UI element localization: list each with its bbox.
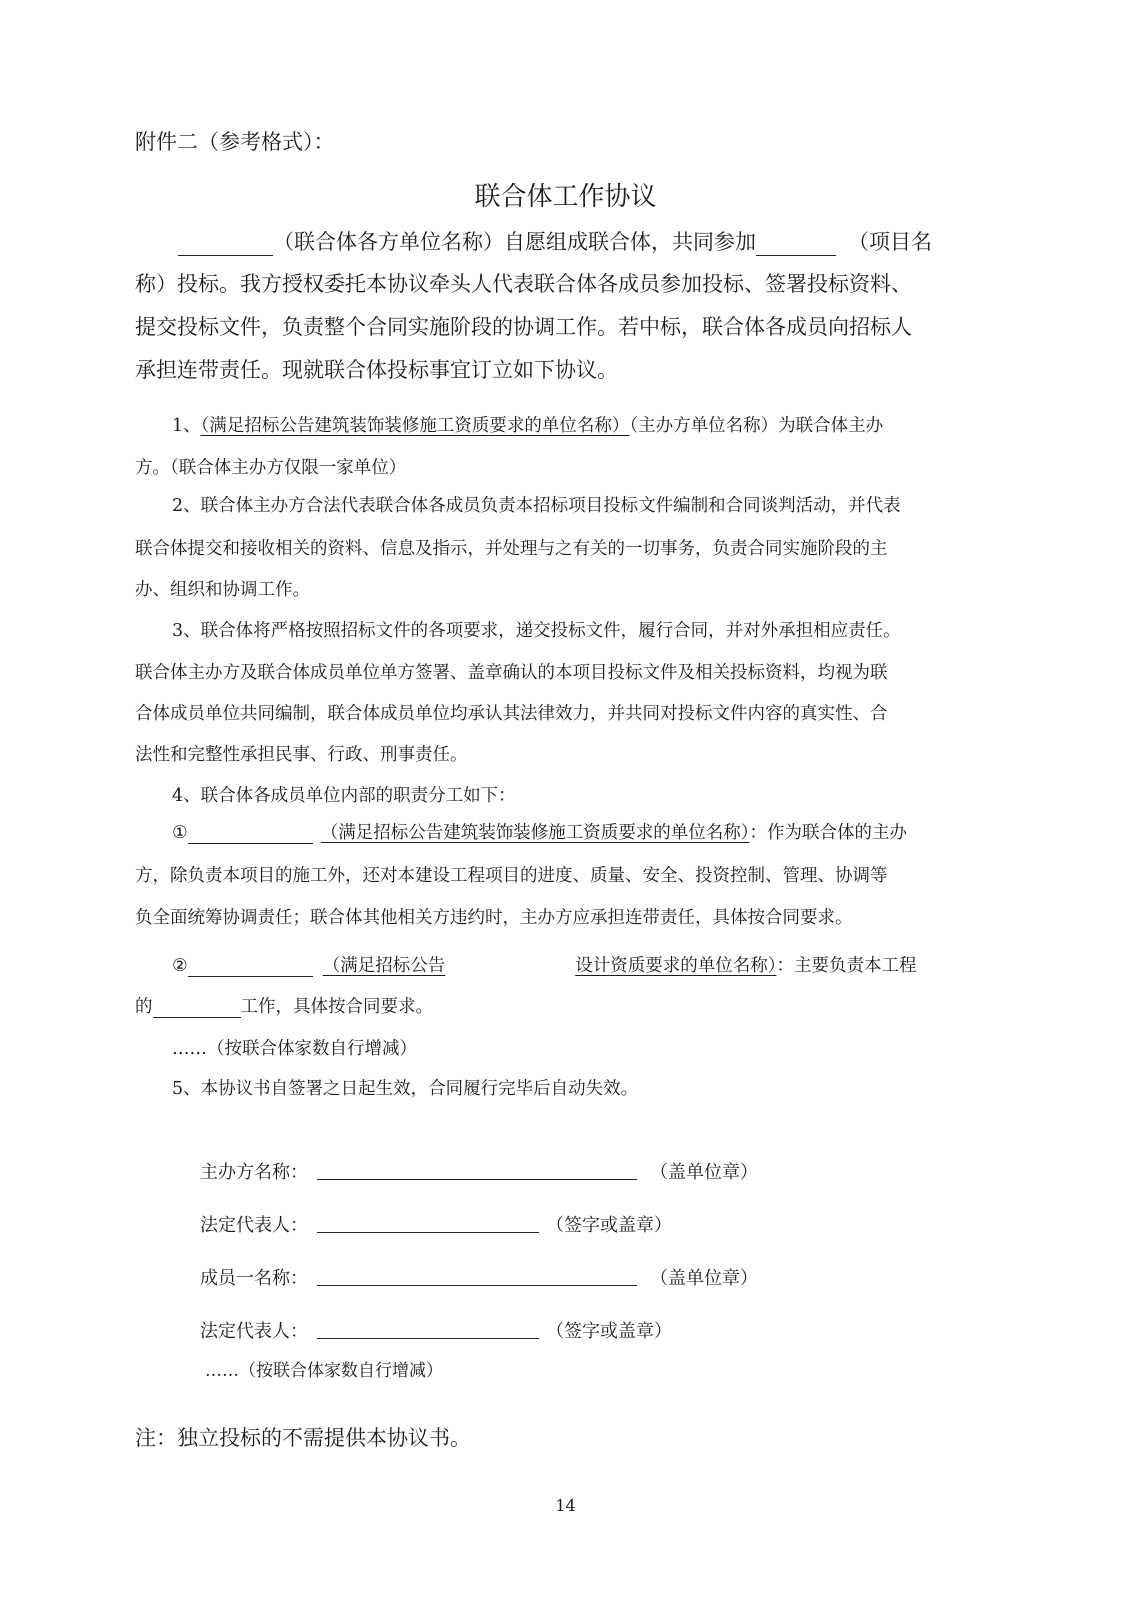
clause-2-line-1: 2、联合体主办方合法代表联合体各成员负责本招标项目投标文件编制和合同谈判活动，并代表 [172, 496, 901, 516]
item-2-blank [188, 956, 313, 977]
project-name-blank [756, 233, 836, 256]
intro-line-2: 称）投标。我方授权委托本协议牵头人代表联合体各成员参加投标、签署投标资料、 [135, 272, 912, 296]
clause-4-item-1-line-3: 负全面统筹协调责任；联合体其他相关方违约时，主办方应承担连带责任，具体按合同要求。 [135, 908, 853, 928]
clause-4-more: ……（按联合体家数自行增减） [172, 1039, 417, 1059]
host-seal-note: （盖单位章） [650, 1162, 758, 1183]
rep-2-label: 法定代表人： [200, 1321, 308, 1342]
member-name-label: 成员一名称： [200, 1268, 308, 1289]
work-scope-blank [153, 997, 241, 1018]
signatures-more: ……（按联合体家数自行增减） [205, 1361, 443, 1381]
clause-4-item-2-line-1: ② （满足招标公告 设计资质要求的单位名称）：主要负责本工程 [172, 956, 917, 976]
clause-5: 5、本协议书自签署之日起生效，合同履行完毕后自动失效。 [172, 1079, 639, 1099]
intro-line-4: 承担连带责任。现就联合体投标事宜订立如下协议。 [135, 358, 618, 382]
clause-3-line-1: 3、联合体将严格按照招标文件的各项要求，递交投标文件，履行合同，并对外承担相应责任。 [172, 621, 901, 641]
party-names-blank [178, 233, 273, 256]
clause-1-line-1: 1、（满足招标公告建筑装饰装修施工资质要求的单位名称）（主办方单位名称）为联合体主办 [172, 416, 884, 436]
clause-2-line-2: 联合体提交和接收相关的资料、信息及指示，并处理与之有关的一切事务，负责合同实施阶段的主 [135, 539, 888, 559]
host-name-label: 主办方名称： [200, 1162, 308, 1183]
clause-4-item-1-line-2: 方，除负责本项目的施工外，还对本建设工程项目的进度、质量、安全、投资控制、管理、协调等 [135, 866, 888, 886]
clause-2-line-3: 办、组织和协调工作。 [135, 580, 310, 600]
member-seal-note: （盖单位章） [650, 1268, 758, 1289]
clause-3-line-2: 联合体主办方及联合体成员单位单方签署、盖章确认的本项目投标文件及相关投标资料，均视为联 [135, 663, 888, 683]
clause-3-line-4: 法性和完整性承担民事、行政、刑事责任。 [135, 745, 468, 765]
attachment-heading: 附件二（参考格式）： [135, 130, 335, 154]
clause-4-line-1: 4、联合体各成员单位内部的职责分工如下： [172, 786, 516, 806]
footnote: 注：独立投标的不需提供本协议书。 [135, 1426, 471, 1450]
clause-3-line-3: 合体成员单位共同编制，联合体成员单位均承认其法律效力，并共同对投标文件内容的真实性、合 [135, 704, 888, 724]
clause-4-item-1-line-1: ① （满足招标公告建筑装饰装修施工资质要求的单位名称）：作为联合体的主办 [172, 823, 907, 843]
intro-line-1: （联合体各方单位名称）自愿组成联合体，共同参加 （项目名 [178, 226, 932, 256]
document-title: 联合体工作协议 [474, 182, 657, 212]
item-2-qualification: （满足招标公告 设计资质要求的单位名称） [322, 956, 777, 976]
intro-line-3: 提交投标文件，负责整个合同实施阶段的协调工作。若中标，联合体各成员向招标人 [135, 315, 912, 339]
rep-2-signature-field[interactable] [317, 1337, 539, 1339]
clause-4-item-2-line-2: 的 工作，具体按合同要求。 [135, 997, 433, 1017]
member-name-field[interactable] [317, 1284, 637, 1286]
rep-1-signature-field[interactable] [317, 1231, 539, 1233]
page-number: 14 [555, 1496, 576, 1515]
rep-1-label: 法定代表人： [200, 1215, 308, 1236]
rep-1-seal-note: （签字或盖章） [546, 1215, 672, 1236]
item-1-blank [188, 823, 313, 844]
clause-1-line-2: 方。（联合体主办方仅限一家单位） [135, 458, 407, 478]
rep-2-seal-note: （签字或盖章） [546, 1321, 672, 1342]
host-name-field[interactable] [317, 1178, 637, 1180]
